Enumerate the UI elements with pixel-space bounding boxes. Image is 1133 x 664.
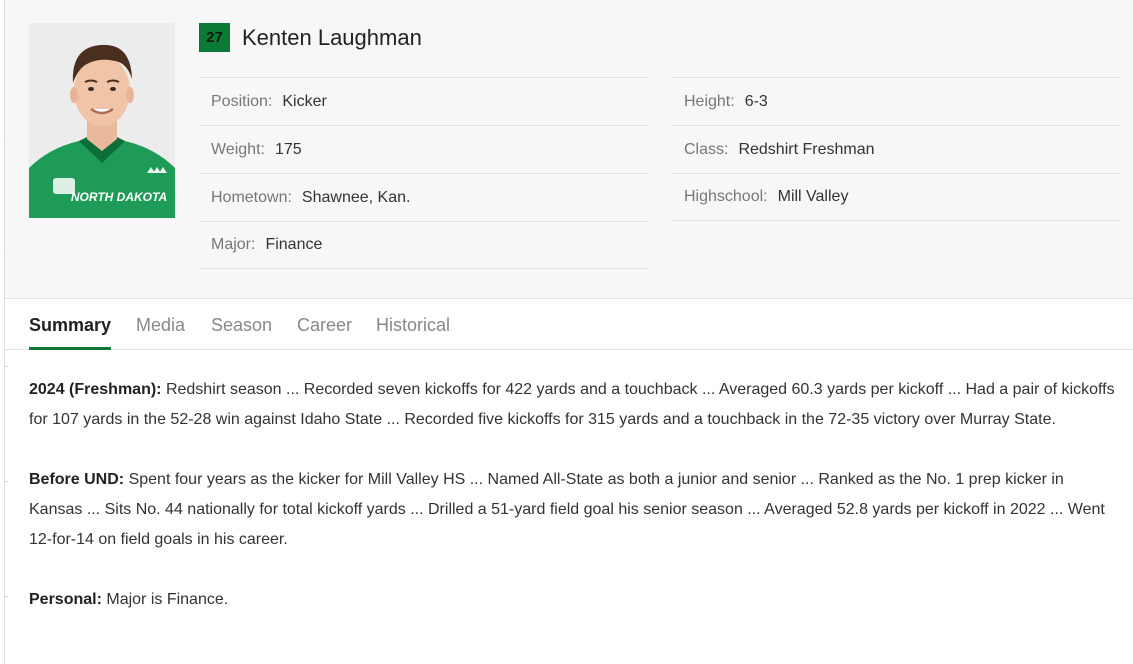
- info-value: 6-3: [744, 92, 768, 110]
- info-row-position: [199, 77, 648, 125]
- bio-heading: Personal:: [29, 591, 102, 608]
- info-label: Class:: [684, 140, 729, 158]
- info-label: Position:: [211, 92, 273, 110]
- info-row-weight: [199, 125, 648, 173]
- bio-text: Spent four years as the kicker for Mill Valley HS ... Named All-State as both a junior and senior ... Ranked as the No. 1 prep kicker in Kansas ... Sits No. 44 nationally for total kickoff yards ... Drilled a 51-yard field goal his senior season ... Averaged 52.8 yards per kickoff in 2022 ... Went 12-for-14 on field goals in his career.: [29, 471, 1105, 548]
- tab-career[interactable]: Career: [297, 315, 353, 335]
- bio-heading: 2024 (Freshman):: [29, 381, 162, 398]
- frame-tick: [4, 481, 8, 482]
- info-row-class: [672, 125, 1121, 173]
- info-row-major: [199, 221, 648, 269]
- info-value: Finance: [265, 236, 323, 253]
- frame-tick: [4, 596, 8, 597]
- player-info-left: [199, 77, 648, 269]
- jersey-lettering: NORTH DAKOTA: [70, 190, 168, 204]
- info-row-highschool: [672, 173, 1121, 221]
- info-label: Weight:: [211, 140, 265, 158]
- info-value: Mill Valley: [777, 188, 849, 205]
- bio-paragraph-2024: [29, 375, 1121, 435]
- tab-historical[interactable]: Historical: [376, 315, 451, 335]
- info-row-hometown: [199, 173, 648, 221]
- player-name: Kenten Laughman: [242, 25, 422, 50]
- info-value: 175: [274, 140, 302, 158]
- bio-summary: [29, 375, 1121, 645]
- bio-paragraph-before-und: [29, 465, 1121, 555]
- bio-paragraph-personal: [29, 585, 1121, 615]
- info-label: Major:: [211, 236, 256, 253]
- info-value: Kicker: [282, 92, 327, 110]
- info-label: Height:: [684, 92, 735, 110]
- frame-tick: [4, 366, 8, 367]
- tab-media[interactable]: Media: [136, 315, 186, 335]
- player-info-right: [672, 77, 1121, 221]
- info-label: Highschool:: [684, 188, 768, 205]
- info-label: Hometown:: [211, 188, 292, 206]
- tab-summary[interactable]: Summary: [29, 299, 111, 350]
- bio-text: Redshirt season ... Recorded seven kickoffs for 422 yards and a touchback ... Averaged 60.3 yards per kickoff ... Had a pair of kickoffs for 107 yards in the 52-28 win against Idaho State ... Recorded five kickoffs for 315 yards and a touchback in the 72-35 victory over Murray State.: [29, 381, 1115, 428]
- info-value: Redshirt Freshman: [738, 140, 875, 158]
- bio-tabs: [5, 298, 1133, 350]
- info-row-height: [672, 77, 1121, 125]
- info-value: Shawnee, Kan.: [301, 188, 411, 206]
- jersey-number-badge: 27: [199, 23, 230, 52]
- tab-season[interactable]: Season: [211, 315, 273, 335]
- player-photo: [29, 23, 175, 218]
- bio-text: Major is Finance.: [101, 591, 229, 608]
- bio-heading: Before UND:: [29, 471, 125, 488]
